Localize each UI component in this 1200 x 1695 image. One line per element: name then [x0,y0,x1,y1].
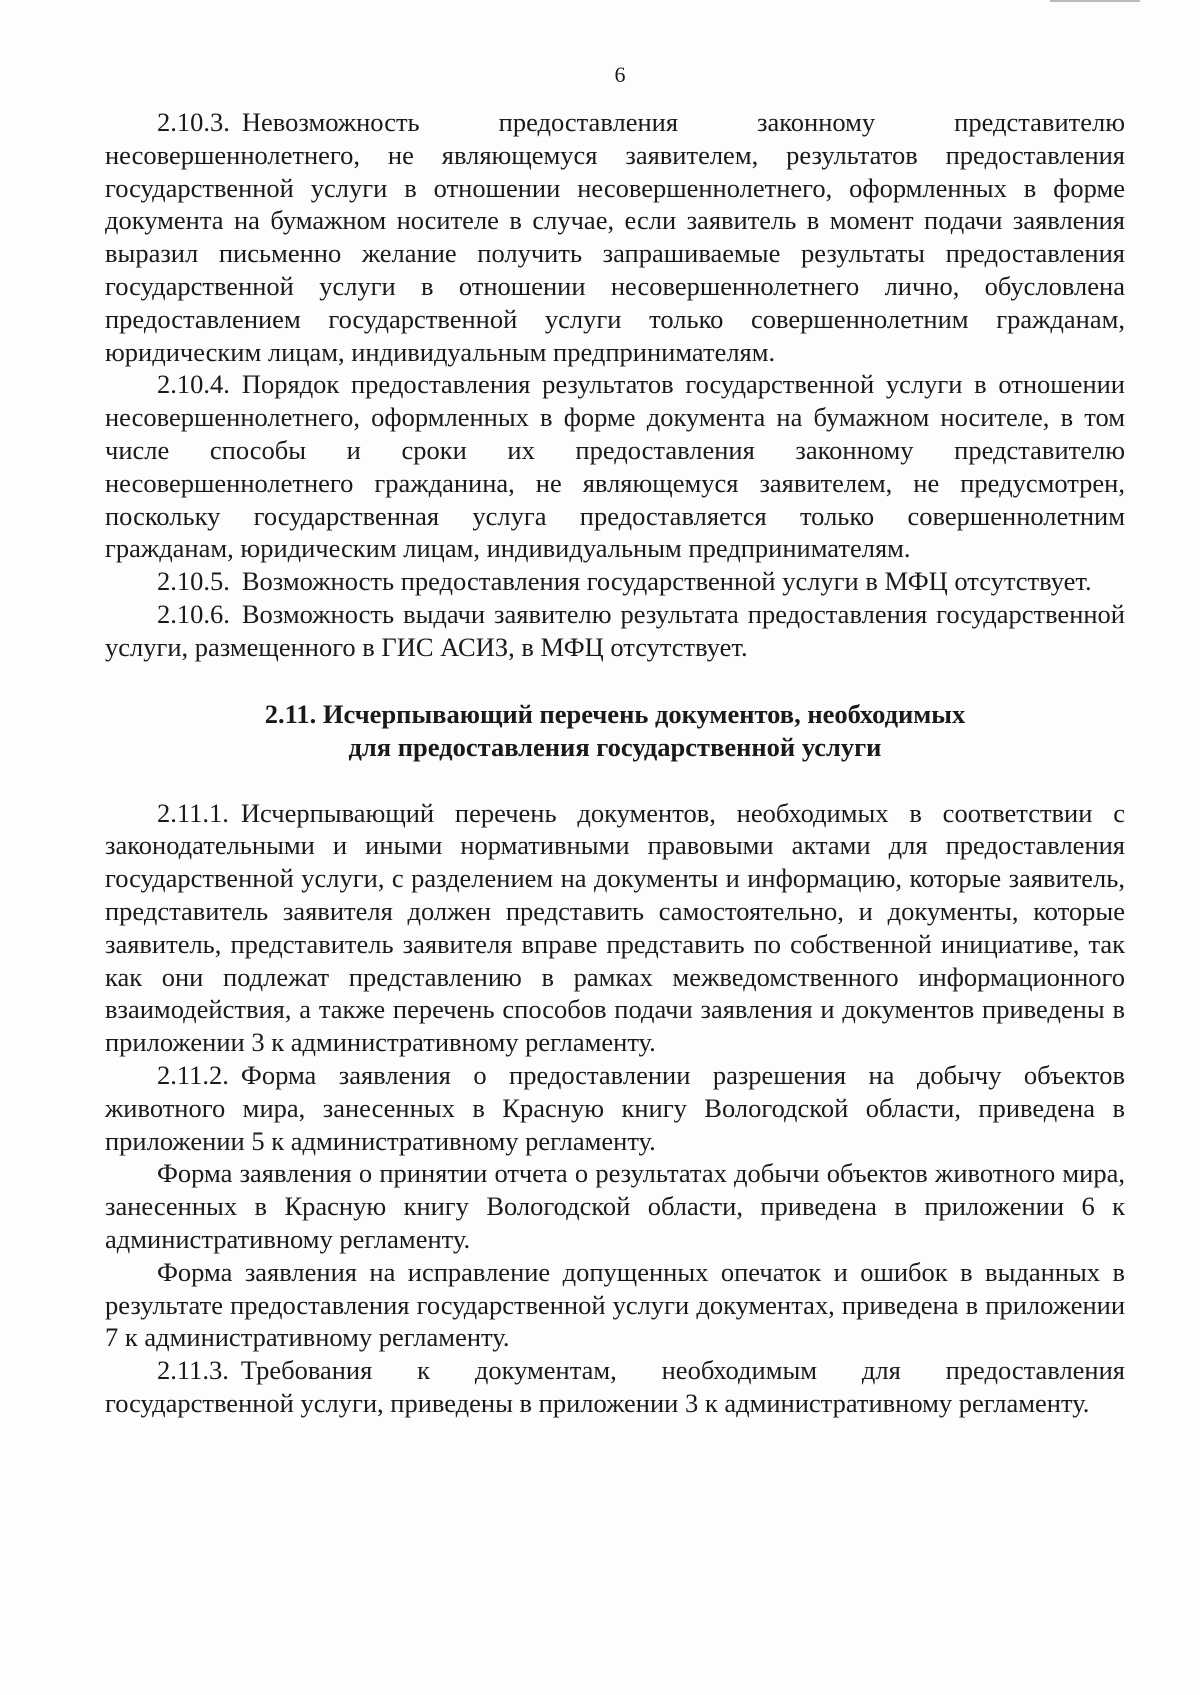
paragraph-number: 2.10.5. [157,566,230,597]
section-heading-line-1: 2.11. Исчерпывающий перечень документов, необходимых [264,698,966,729]
paragraph-2-11-2 [105,1059,1125,1157]
paragraph-number: 2.10.4. [157,369,230,400]
paragraph-text: Форма заявления о предоставлении разрешения на добычу объектов животного мира, занесенных в Красную книгу Вологодской области, приведена в приложении 5 к административному регламенту. [105,1059,1125,1156]
page-number: 6 [614,62,626,87]
paragraph-text: Форма заявления на исправление допущенных опечаток и ошибок в выданных в результате предоставления государственной услуги документах, приведена в приложении 7 к административному регламенту. [105,1256,1125,1353]
paragraph-2-11-1 [105,797,1125,1059]
paragraph-2-10-5 [105,565,1125,598]
paragraph-2-10-4 [105,368,1125,565]
paragraph-2-10-6 [105,598,1125,664]
paragraph-text: Форма заявления о принятии отчета о результатах добычи объектов животного мира, занесенных в Красную книгу Вологодской области, приведена в приложении 6 к административному регламенту. [105,1158,1125,1254]
paragraph-text: Требования к документам, необходимым для предоставления государственной услуги, приведены в приложении 3 к административному регламенту. [105,1355,1125,1418]
paragraph-text: Невозможность предоставления законному представителю несовершеннолетнего, не являющемуся заявителем, результатов предоставления государственной услуги в отношении несовершеннолетнего, оформленных в форме документа на бумажном носителе в случае, если заявитель в момент подачи заявления выразил письменно желание получить запрашиваемые результаты предоставления государственной услуги в отношении несовершеннолетнего лично, обусловлена предоставлением государственной услуги только совершеннолетним гражданам, юридическим лицам, индивидуальным предпринимателям. [105,107,1125,367]
paragraph-number: 2.11.2. [157,1059,229,1090]
paragraph-form-report [105,1157,1125,1255]
section-heading [105,698,1125,764]
section-heading-line-2: для предоставления государственной услуги [348,731,882,762]
scan-artifact [1050,0,1140,6]
paragraph-2-10-3 [105,106,1125,368]
paragraph-text: Возможность предоставления государственной услуги в МФЦ отсутствует. [241,566,1092,597]
document-body [105,106,1125,1420]
paragraph-text: Возможность выдачи заявителю результата предоставления государственной услуги, размещенного в ГИС АСИЗ, в МФЦ отсутствует. [105,598,1125,662]
paragraph-number: 2.10.6. [157,598,230,629]
paragraph-text: Исчерпывающий перечень документов, необходимых в соответствии с законодательными и иными нормативными правовыми актами для предоставления государственной услуги, с разделением на документы и информацию, которые заявитель, представитель заявителя должен представить самостоятельно, и документы, которые заявитель, представитель заявителя вправе представить по собственной инициативе, так как они подлежат представлению в рамках межведомственного информационного взаимодействия, а также перечень способов подачи заявления и документов приведены в приложении 3 к административному регламенту. [105,797,1125,1058]
paragraph-number: 2.11.3. [157,1355,229,1386]
paragraph-text: Порядок предоставления результатов государственной услуги в отношении несовершеннолетнего, оформленных в форме документа на бумажном носителе, в том числе способы и сроки их предоставления законному представителю несовершеннолетнего гражданина, не являющемуся заявителем, не предусмотрен, поскольку государственная услуга предоставляется только совершеннолетним гражданам, юридическим лицам, индивидуальным предпринимателям. [105,369,1125,564]
paragraph-number: 2.11.1. [157,797,229,828]
paragraph-number: 2.10.3. [157,107,230,137]
paragraph-form-correction [105,1256,1125,1354]
paragraph-2-11-3 [105,1354,1125,1420]
